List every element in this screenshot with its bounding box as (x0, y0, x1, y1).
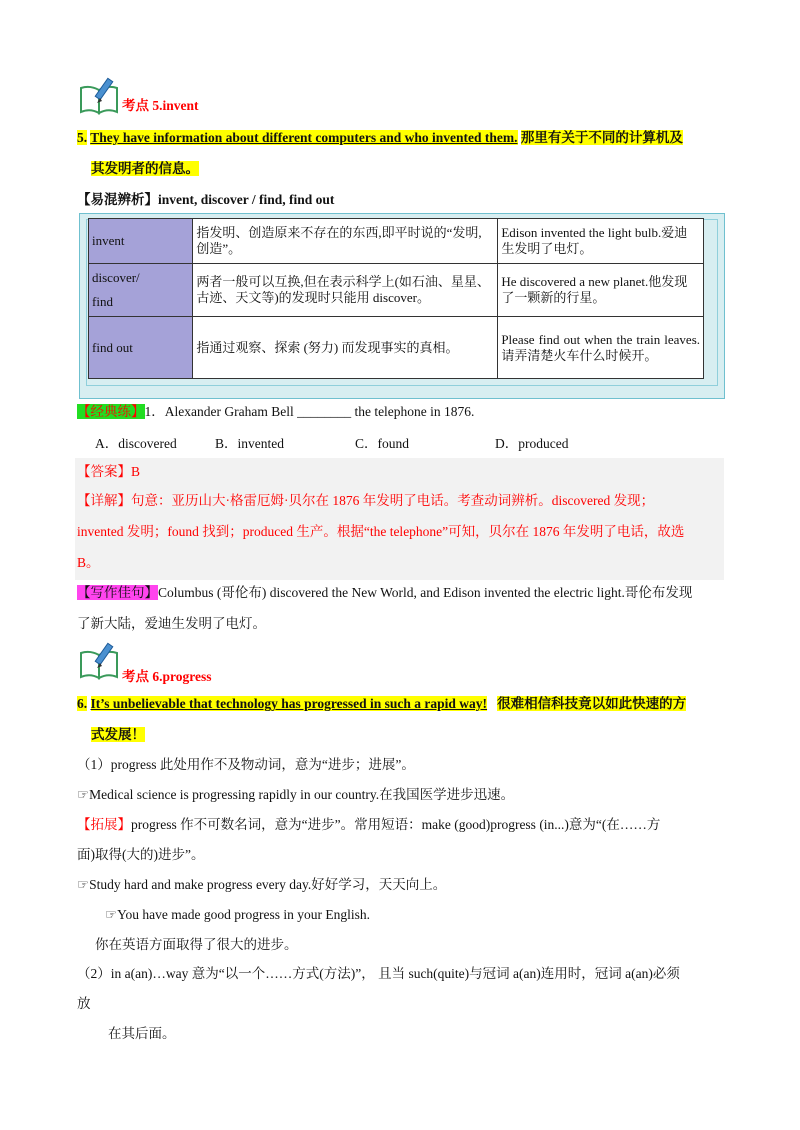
book-pencil-icon (78, 76, 122, 116)
book-pencil-icon (78, 641, 122, 681)
section-title: 考点 5.invent (122, 98, 199, 113)
paragraph: ☞Medical science is progressing rapidly in our country.在我国医学进步迅速。 (77, 787, 515, 802)
table-row (89, 264, 704, 317)
sentence-english: They have information about different computers and who invented them. (90, 130, 518, 145)
analysis-heading: 【易混辨析】invent, discover / find, find out (77, 192, 335, 207)
writing-sentence-cont: 了新大陆，爱迪生发明了电灯。 (77, 616, 266, 631)
sentence-number: 5. (77, 130, 88, 145)
table-cell-word: find out (89, 317, 193, 379)
sentence-chinese-cont: 其发明者的信息。 (91, 161, 199, 176)
answer-box (75, 458, 724, 580)
explanation-line: B。 (77, 555, 100, 570)
comparison-panel (79, 213, 725, 399)
paragraph: （1）progress 此处用作不及物动词，意为“进步；进展”。 (77, 757, 415, 772)
sentence-chinese-cont: 式发展！ (91, 727, 145, 742)
paragraph: 【拓展】progress 作不可数名词，意为“进步”。常用短语：make (good)progress (in...)意为“(在……方 (77, 817, 661, 832)
paragraph: 在其后面。 (108, 1026, 176, 1041)
answer: 【答案】B (77, 464, 141, 479)
sentence-english: It’s unbelievable that technology has progressed in such a rapid way! (90, 696, 488, 711)
options-row (0, 432, 800, 452)
option-c: C．found (355, 436, 409, 451)
table-cell-example: Please find out when the train leaves.请弄清楚火车什么时候开。 (498, 317, 704, 379)
table-cell-word: discover/ find (89, 264, 193, 317)
writing-sentence: 【写作佳句】Columbus (哥伦布) discovered the New World, and Edison invented the electric light.哥伦布发现 (77, 585, 693, 600)
table-cell-example: He discovered a new planet.他发现了一颗新的行星。 (498, 264, 704, 317)
paragraph: ☞Study hard and make progress every day.好好学习，天天向上。 (77, 877, 447, 892)
sentence-number: 6. (77, 696, 88, 711)
practice-question: 【经典练】1．Alexander Graham Bell ________ the telephone in 1876. (77, 404, 475, 419)
sentence-chinese: 很难相信科技竟以如此快速的方 (497, 696, 687, 711)
table-cell-meaning: 指发明、创造原来不存在的东西,即平时说的“发明,创造”。 (193, 219, 498, 264)
table-cell-meaning: 指通过观察、探索 (努力) 而发现事实的真相。 (193, 317, 498, 379)
option-a: A．discovered (95, 436, 177, 451)
explanation-line: 【详解】句意：亚历山大·格雷厄姆·贝尔在 1876 年发明了电话。考查动词辨析。discovered 发现； (77, 493, 655, 508)
paragraph: ☞You have made good progress in your English. (105, 907, 370, 922)
table-cell-word: invent (89, 219, 193, 264)
explanation-line: invented 发明；found 找到；produced 生产。根据“the telephone”可知，贝尔在 1876 年发明了电话，故选 (77, 524, 685, 539)
option-d: D．produced (495, 436, 569, 451)
example-sentence (77, 128, 683, 148)
comparison-table (88, 218, 704, 379)
paragraph: （2）in a(an)…way 意为“以一个……方式(方法)”， 且当 such(quite)与冠词 a(an)连用时，冠词 a(an)必须 (77, 966, 680, 981)
table-row (89, 317, 704, 379)
table-row (89, 219, 704, 264)
table-cell-example: Edison invented the light bulb.爱迪生发明了电灯。 (498, 219, 704, 264)
paragraph: 放 (77, 996, 91, 1011)
section-header-6 (78, 641, 378, 684)
option-b: B．invented (215, 436, 284, 451)
section-title: 考点 6.progress (122, 669, 212, 684)
practice-tag: 【经典练】 (77, 404, 145, 419)
section-header-5 (78, 76, 378, 116)
sentence-chinese: 那里有关于不同的计算机及 (520, 130, 683, 145)
expand-tag: 【拓展】 (77, 817, 131, 832)
paragraph: 面)取得(大的)进步”。 (77, 847, 205, 862)
writing-tag: 【写作佳句】 (77, 585, 158, 600)
table-cell-meaning: 两者一般可以互换,但在表示科学上(如石油、星星、古迹、天文等)的发现时只能用 discover。 (193, 264, 498, 317)
paragraph: 你在英语方面取得了很大的进步。 (95, 937, 298, 952)
example-sentence (77, 694, 686, 714)
